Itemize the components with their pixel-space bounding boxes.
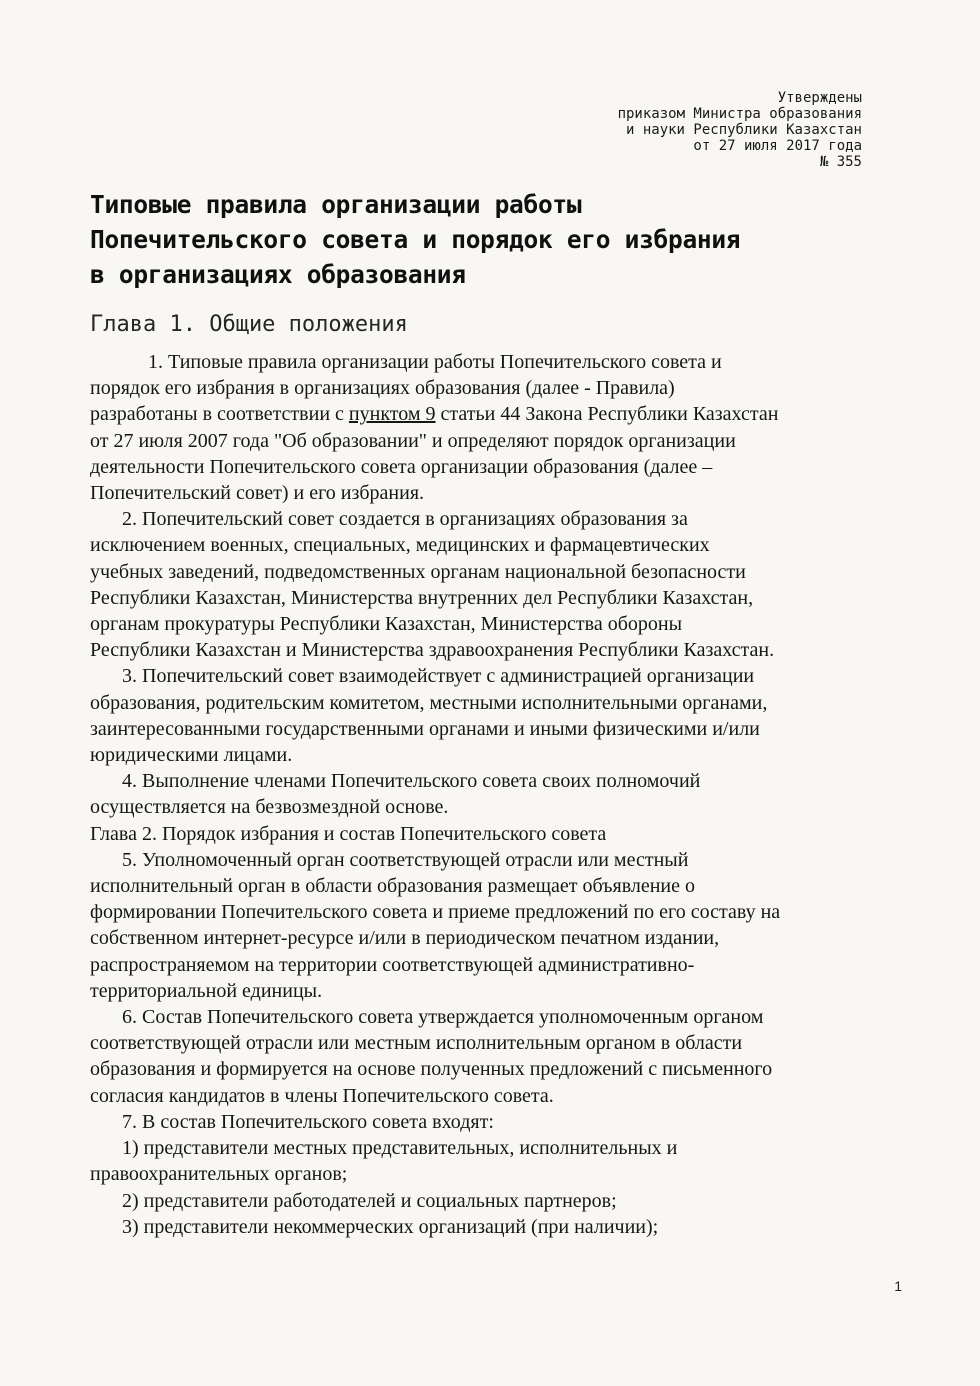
text-line: юридическими лицами. bbox=[90, 744, 293, 767]
approval-line: Утверждены bbox=[777, 90, 862, 106]
text-line: распространяемом на территории соответствующей административно- bbox=[90, 953, 695, 976]
paragraph-3 bbox=[90, 663, 910, 768]
text-line: 1. Типовые правила организации работы Попечительского совета и bbox=[148, 351, 722, 373]
text-line: деятельности Попечительского совета организации образования (далее – bbox=[90, 455, 713, 478]
text-line: порядок его избрания в организациях образования (далее - Правила) bbox=[90, 377, 675, 400]
title-line: в организациях образования bbox=[90, 260, 466, 289]
list-item bbox=[90, 1135, 910, 1187]
text-line: согласия кандидатов в члены Попечительского совета. bbox=[90, 1084, 554, 1107]
page-number: 1 bbox=[894, 1278, 902, 1294]
text-line: правоохранительных органов; bbox=[90, 1163, 348, 1186]
text-line: Республики Казахстан и Министерства здравоохранения Республики Казахстан. bbox=[90, 639, 775, 662]
approval-line: и науки Республики Казахстан bbox=[625, 122, 862, 138]
text-line: Попечительский совет) и его избрания. bbox=[90, 482, 425, 505]
paragraph-6 bbox=[90, 1004, 910, 1109]
text-line: 6. Состав Попечительского совета утверждается уполномоченным органом bbox=[122, 1006, 764, 1029]
text-line: исполнительный орган в области образования размещает объявление о bbox=[90, 875, 696, 898]
text-line: собственном интернет-ресурсе и/или в периодическом печатном издании, bbox=[90, 927, 720, 950]
title-line: Попечительского совета и порядок его избрания bbox=[90, 225, 741, 254]
document-title bbox=[90, 187, 910, 292]
text-line: органам прокуратуры Республики Казахстан, Министерства обороны bbox=[90, 613, 683, 636]
text-line: формировании Попечительского совета и приеме предложений по его составу на bbox=[90, 901, 781, 924]
text-line: учебных заведений, подведомственных органам национальной безопасности bbox=[90, 560, 746, 583]
text-line: от 27 июля 2007 года "Об образовании" и определяют порядок организации bbox=[90, 429, 736, 452]
approval-stamp bbox=[462, 90, 862, 170]
text-line: Республики Казахстан, Министерства внутренних дел Республики Казахстан, bbox=[90, 586, 754, 609]
text-line: 1) представители местных представительных, исполнительных и bbox=[122, 1137, 678, 1160]
approval-line: приказом Министра образования bbox=[617, 106, 862, 122]
document-body bbox=[90, 349, 910, 1240]
text-line: образования, родительским комитетом, местными исполнительными органами, bbox=[90, 691, 768, 714]
text-line: осуществляется на безвозмездной основе. bbox=[90, 796, 449, 819]
paragraph-5 bbox=[90, 847, 910, 1004]
paragraph-2 bbox=[90, 506, 910, 663]
text-line: 5. Уполномоченный орган соответствующей отрасли или местный bbox=[122, 848, 689, 871]
paragraph-1 bbox=[90, 349, 910, 506]
text-line: 3. Попечительский совет взаимодействует с администрацией организации bbox=[122, 665, 755, 688]
text-line: заинтересованными государственными органами и иными физическими и/или bbox=[90, 717, 760, 740]
chapter-2-heading: Глава 2. Порядок избрания и состав Попечительского совета bbox=[90, 822, 607, 845]
title-line: Типовые правила организации работы bbox=[90, 190, 582, 219]
list-item: 2) представители работодателей и социальных партнеров; bbox=[122, 1189, 617, 1212]
approval-line: № 355 bbox=[819, 154, 862, 170]
text-line: образования и формируется на основе полученных предложений с письменного bbox=[90, 1058, 773, 1081]
text-span: статьи 44 Закона Республики Казахстан bbox=[435, 403, 779, 426]
text-line: исключением военных, специальных, медицинских и фармацевтических bbox=[90, 534, 710, 557]
text-line bbox=[90, 401, 910, 427]
text-line: 4. Выполнение членами Попечительского совета своих полномочий bbox=[122, 770, 701, 793]
text-line: 2. Попечительский совет создается в организациях образования за bbox=[122, 508, 688, 531]
list-item: 3) представители некоммерческих организаций (при наличии); bbox=[122, 1215, 659, 1238]
chapter-1-heading: Глава 1. Общие положения bbox=[90, 312, 408, 337]
law-reference-link[interactable]: пунктом 9 bbox=[348, 403, 436, 426]
text-span: разработаны в соответствии с bbox=[90, 403, 349, 426]
text-line: соответствующей отрасли или местным исполнительным органом в области bbox=[90, 1032, 743, 1055]
paragraph-4 bbox=[90, 768, 910, 820]
paragraph-7: 7. В состав Попечительского совета входят: bbox=[122, 1110, 494, 1133]
text-line: территориальной единицы. bbox=[90, 979, 323, 1002]
approval-line: от 27 июля 2017 года bbox=[693, 138, 862, 154]
